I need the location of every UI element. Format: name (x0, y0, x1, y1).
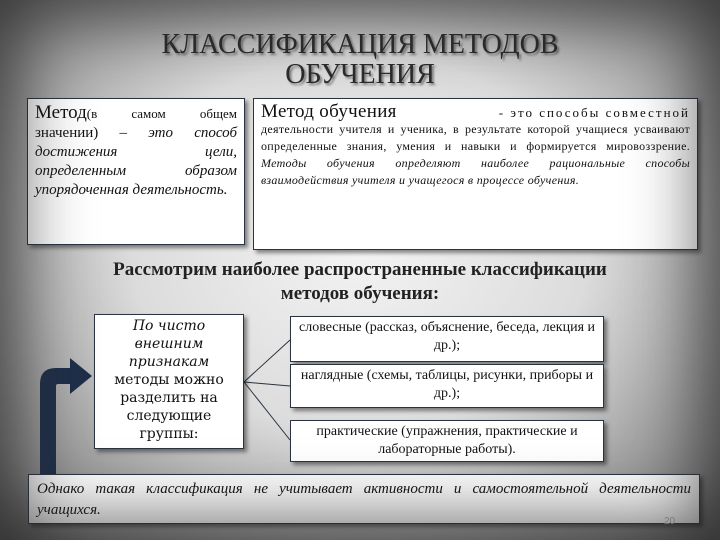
groups-intro-box (94, 314, 244, 449)
method-definition-dash: значении) – (35, 125, 149, 141)
category-practical: практические (упражнения, практические и лабораторные работы). (290, 420, 604, 462)
category-verbal: словесные (рассказ, объяснение, беседа, лекция и др.); (290, 316, 604, 362)
connector-line-practical (244, 382, 290, 440)
connector-line-visual (244, 382, 290, 386)
method-definition-body: это способ достижения цели, определенным образом упорядоченная деятельность. (35, 125, 237, 198)
title-line-1: КЛАССИФИКАЦИЯ МЕТОДОВ (161, 29, 559, 60)
groups-line-5: разделить на (120, 390, 218, 406)
groups-line-3: признакам (128, 354, 210, 370)
teaching-method-definition-italic: Методы обучения определяют наиболее рациональные способы взаимодействия учителя и учащегося в процессе обучения. (261, 156, 690, 187)
method-term-qualifier: (в самом общем (86, 106, 237, 121)
method-term: Метод (35, 102, 87, 123)
groups-line-7: группы: (139, 426, 199, 442)
subtitle-line-2: методов обучения: (280, 283, 440, 304)
subtitle-line-1: Рассмотрим наиболее распространенные классификации (113, 259, 607, 280)
teaching-method-definition-body: деятельности учителя и ученика, в результате которой учащиеся усваивают определенные знания, умения и навыки и формируется мировоззрение. (261, 122, 690, 153)
teaching-method-intro: - это способы совместной (498, 105, 690, 120)
bent-arrow-icon (40, 358, 92, 478)
groups-line-2: внешним (134, 336, 204, 352)
teaching-method-term: Метод обучения (261, 101, 397, 122)
page-number: 20 (664, 516, 676, 527)
groups-line-1: По чисто (132, 318, 206, 334)
conclusion-text: Однако такая классификация не учитывает активности и самостоятельной деятельности учащихся. (37, 481, 691, 518)
conclusion-box (28, 474, 700, 524)
groups-line-6: следующие (126, 408, 212, 424)
category-visual: наглядные (схемы, таблицы, рисунки, приборы и др.); (290, 364, 604, 408)
title-line-2: ОБУЧЕНИЯ (285, 59, 435, 90)
connector-line-verbal (244, 340, 290, 382)
groups-line-4: методы можно (114, 372, 224, 388)
